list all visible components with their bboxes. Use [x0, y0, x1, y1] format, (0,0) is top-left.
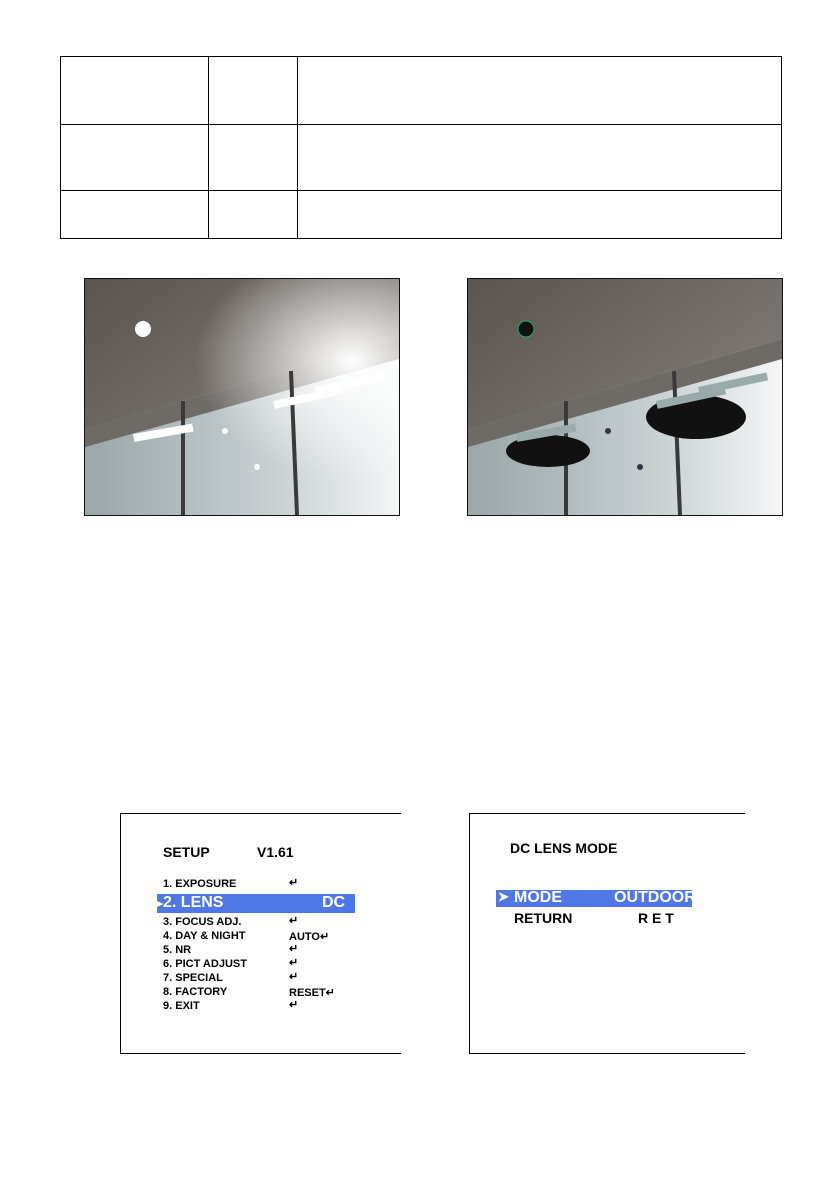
selected-row-highlight[interactable] — [150, 894, 355, 913]
menu-item-lens: 2. LENS — [163, 894, 224, 911]
menu-item-day-night[interactable]: 4. DAY & NIGHT — [163, 930, 246, 942]
enter-icon: ↵ — [289, 943, 299, 955]
table-cell — [61, 57, 209, 125]
table-cell — [298, 125, 782, 191]
table-row — [61, 191, 782, 239]
table-cell — [298, 191, 782, 239]
setup-version: V1.61 — [257, 844, 294, 860]
enter-icon: ↵ — [289, 971, 299, 983]
cursor-icon: ➤ — [150, 896, 164, 913]
menu-item-nr[interactable]: 5. NR — [163, 944, 192, 956]
mode-value: OUTDOOR — [614, 889, 696, 906]
lens-value: DC — [322, 894, 346, 911]
dc-lens-mode-screen — [469, 813, 745, 1054]
info-table — [60, 56, 782, 239]
return-value: R E T — [638, 910, 674, 926]
day-night-value: AUTO↵ — [289, 931, 330, 943]
enter-icon: ↵ — [289, 957, 299, 969]
menu-item-pict-adjust[interactable]: 6. PICT ADJUST — [163, 958, 247, 970]
factory-value: RESET↵ — [289, 987, 335, 999]
table-cell — [209, 57, 298, 125]
mode-label: MODE — [514, 889, 562, 906]
table-cell — [209, 125, 298, 191]
enter-icon: ↵ — [289, 999, 299, 1011]
table-row — [61, 57, 782, 125]
menu-item-exit[interactable]: 9. EXIT — [163, 1000, 200, 1012]
table-cell — [61, 191, 209, 239]
enter-icon: ↵ — [289, 877, 299, 889]
selected-row-highlight[interactable] — [496, 889, 696, 907]
ceiling-photo-dark-patches — [467, 278, 783, 516]
setup-title: SETUP — [163, 844, 210, 860]
ceiling-photo-normal — [84, 278, 400, 516]
menu-item-exposure[interactable]: 1. EXPOSURE — [163, 878, 237, 890]
cursor-icon: ➤ — [498, 889, 509, 904]
menu-item-special[interactable]: 7. SPECIAL — [163, 972, 223, 984]
menu-item-factory[interactable]: 8. FACTORY — [163, 986, 228, 998]
table-cell — [298, 57, 782, 125]
menu-item-focus[interactable]: 3. FOCUS ADJ. — [163, 916, 242, 928]
enter-icon: ↵ — [289, 915, 299, 927]
dc-lens-title: DC LENS MODE — [510, 840, 618, 856]
table-row — [61, 125, 782, 191]
table-cell — [209, 191, 298, 239]
setup-menu-screen — [120, 813, 401, 1054]
return-label[interactable]: RETURN — [514, 910, 573, 926]
table-cell — [61, 125, 209, 191]
